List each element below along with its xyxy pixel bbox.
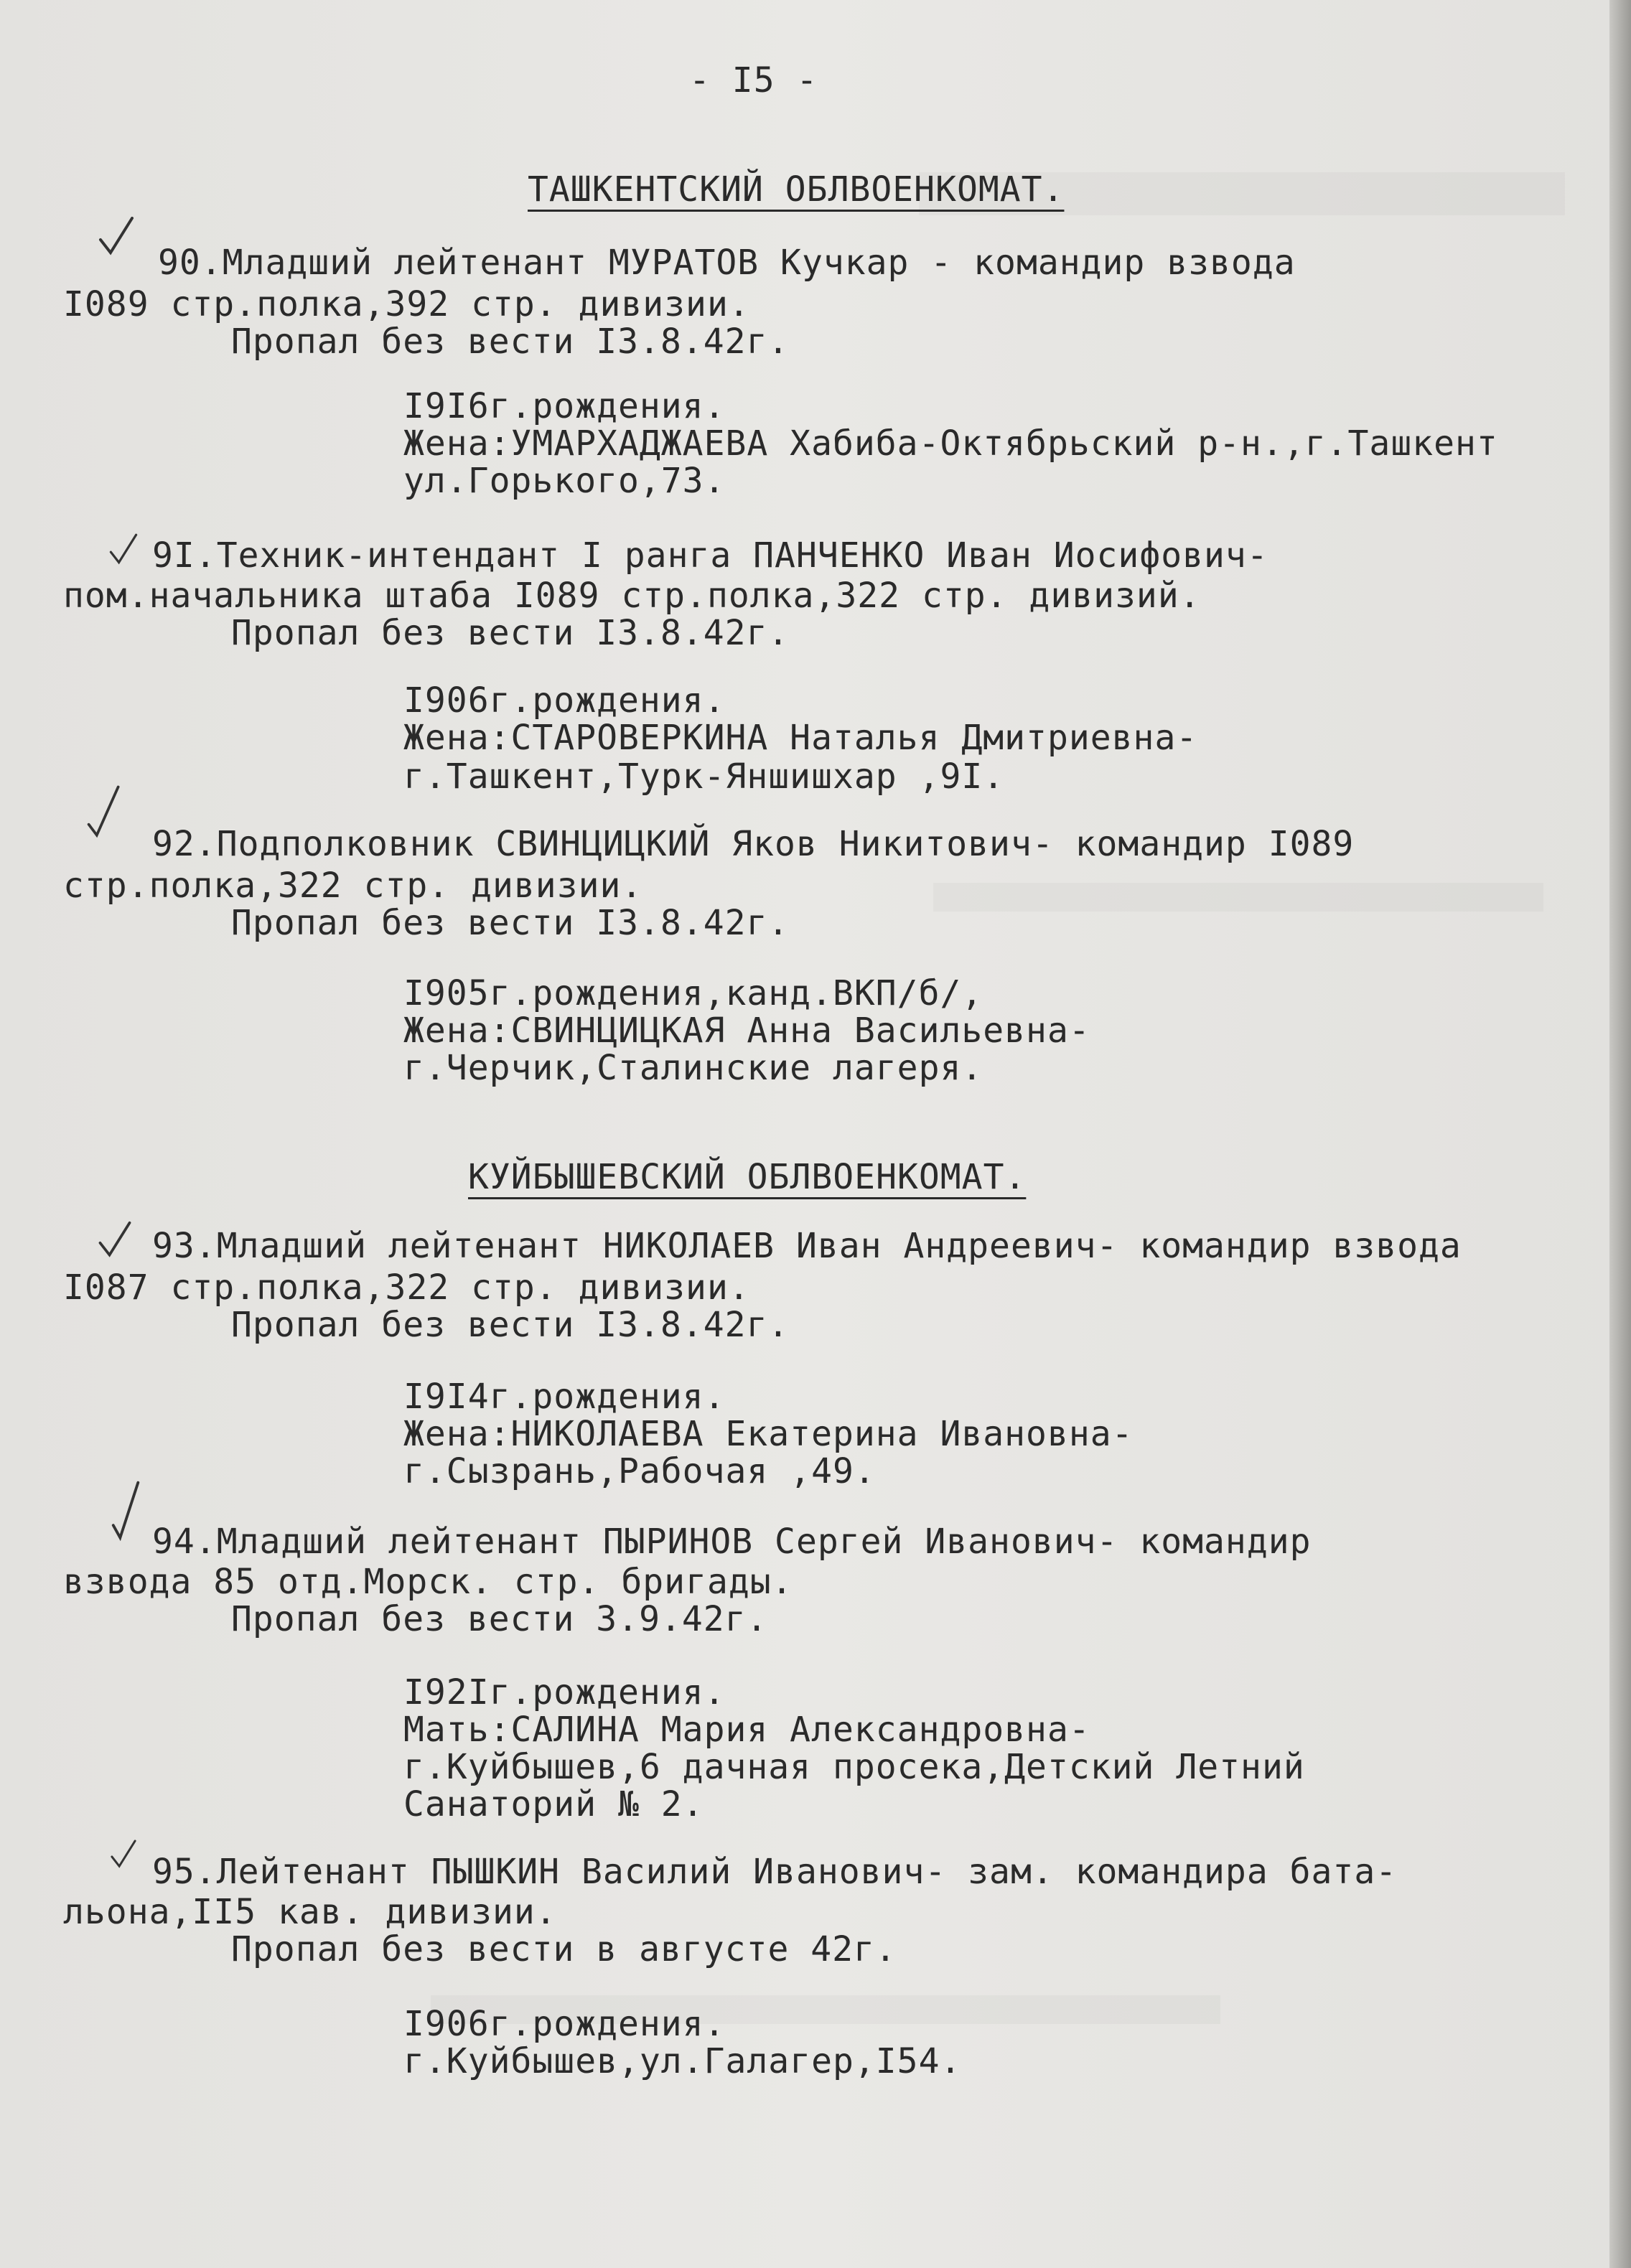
- entry-91-line-6: г.Ташкент,Турк-Яншишхар ,9I.: [403, 756, 1005, 797]
- entry-92-line-6: г.Черчик,Сталинские лагеря.: [403, 1048, 983, 1088]
- entry-94-line-6: г.Куйбышев,6 дачная просека,Детский Летний: [403, 1747, 1305, 1787]
- entry-95-line-2: льона,II5 кав. дивизии.: [63, 1892, 557, 1932]
- entry-95-line-5: г.Куйбышев,ул.Галагер,I54.: [403, 2041, 962, 2081]
- bleed-through: [933, 883, 1543, 912]
- entry-91-line-5: Жена:СТАРОВЕРКИНА Наталья Дмитриевна-: [403, 718, 1198, 758]
- entry-92-line-3: Пропал без вести I3.8.42г.: [231, 903, 790, 943]
- entry-93-line-5: Жена:НИКОЛАЕВА Екатерина Ивановна-: [403, 1414, 1134, 1454]
- checkmark-icon: [85, 782, 125, 840]
- checkmark-icon: [106, 533, 141, 567]
- entry-90-line-2: I089 стр.полка,392 стр. дивизии.: [63, 284, 750, 324]
- section-title-tashkent: ТАШКЕНТСКИЙ ОБЛВОЕНКОМАТ.: [528, 169, 1065, 210]
- entry-95-line-3: Пропал без вести в августе 42г.: [231, 1929, 897, 1969]
- entry-92-line-1: 92.Подполковник СВИНЦИЦКИЙ Яков Никитович- командир I089: [152, 824, 1355, 864]
- entry-93-line-3: Пропал без вести I3.8.42г.: [231, 1305, 790, 1345]
- entry-91-line-2: пом.начальника штаба I089 стр.полка,322 стр. дивизий.: [63, 576, 1201, 616]
- entry-91-line-1: 9I.Техник-интендант I ранга ПАНЧЕНКО Иван Иосифович-: [152, 535, 1268, 576]
- entry-90-line-4: I9I6г.рождения.: [403, 386, 726, 426]
- checkmark-icon: [95, 1220, 135, 1260]
- entry-92-line-4: I905г.рождения,канд.ВКП/б/,: [403, 973, 983, 1013]
- checkmark-icon: [108, 1837, 139, 1872]
- checkmark-icon: [109, 1479, 144, 1543]
- entry-91-line-4: I906г.рождения.: [403, 680, 726, 721]
- page-edge-shadow: [1609, 0, 1631, 2268]
- entry-95-line-1: 95.Лейтенант ПЫШКИН Василий Иванович- зам. командира бата-: [152, 1852, 1398, 1892]
- entry-93-line-6: г.Сызрань,Рабочая ,49.: [403, 1451, 876, 1491]
- entry-92-line-2: стр.полка,322 стр. дивизии.: [63, 866, 643, 906]
- entry-94-line-3: Пропал без вести 3.9.42г.: [231, 1599, 768, 1639]
- entry-94-line-7: Санаторий № 2.: [403, 1784, 704, 1824]
- section-title-kuibyshev: КУЙБЫШЕВСКИЙ ОБЛВОЕНКОМАТ.: [468, 1157, 1027, 1197]
- entry-90-line-3: Пропал без вести I3.8.42г.: [231, 322, 790, 362]
- entry-90-line-6: ул.Горького,73.: [403, 461, 726, 501]
- entry-94-line-1: 94.Младший лейтенант ПЫРИНОВ Сергей Иванович- командир: [152, 1522, 1312, 1562]
- entry-95-line-4: I906г.рождения.: [403, 2004, 726, 2044]
- entry-93-line-4: I9I4г.рождения.: [403, 1377, 726, 1417]
- entry-94-line-2: взвода 85 отд.Морск. стр. бригады.: [63, 1562, 793, 1602]
- entry-93-line-1: 93.Младший лейтенант НИКОЛАЕВ Иван Андреевич- командир взвода: [152, 1226, 1462, 1266]
- entry-94-line-4: I92Iг.рождения.: [403, 1672, 726, 1712]
- checkmark-icon: [95, 215, 138, 258]
- entry-93-line-2: I087 стр.полка,322 стр. дивизии.: [63, 1267, 750, 1308]
- entry-90-line-5: Жена:УМАРХАДЖАЕВА Хабиба-Октябрьский р-н.,г.Ташкент: [403, 423, 1498, 464]
- entry-91-line-3: Пропал без вести I3.8.42г.: [231, 613, 790, 653]
- entry-94-line-5: Мать:САЛИНА Мария Александровна-: [403, 1710, 1090, 1750]
- page-number: - I5 -: [689, 60, 818, 100]
- entry-92-line-5: Жена:СВИНЦИЦКАЯ Анна Васильевна-: [403, 1011, 1090, 1051]
- entry-90-line-1: 90.Младший лейтенант МУРАТОВ Кучкар - командир взвода: [158, 243, 1296, 283]
